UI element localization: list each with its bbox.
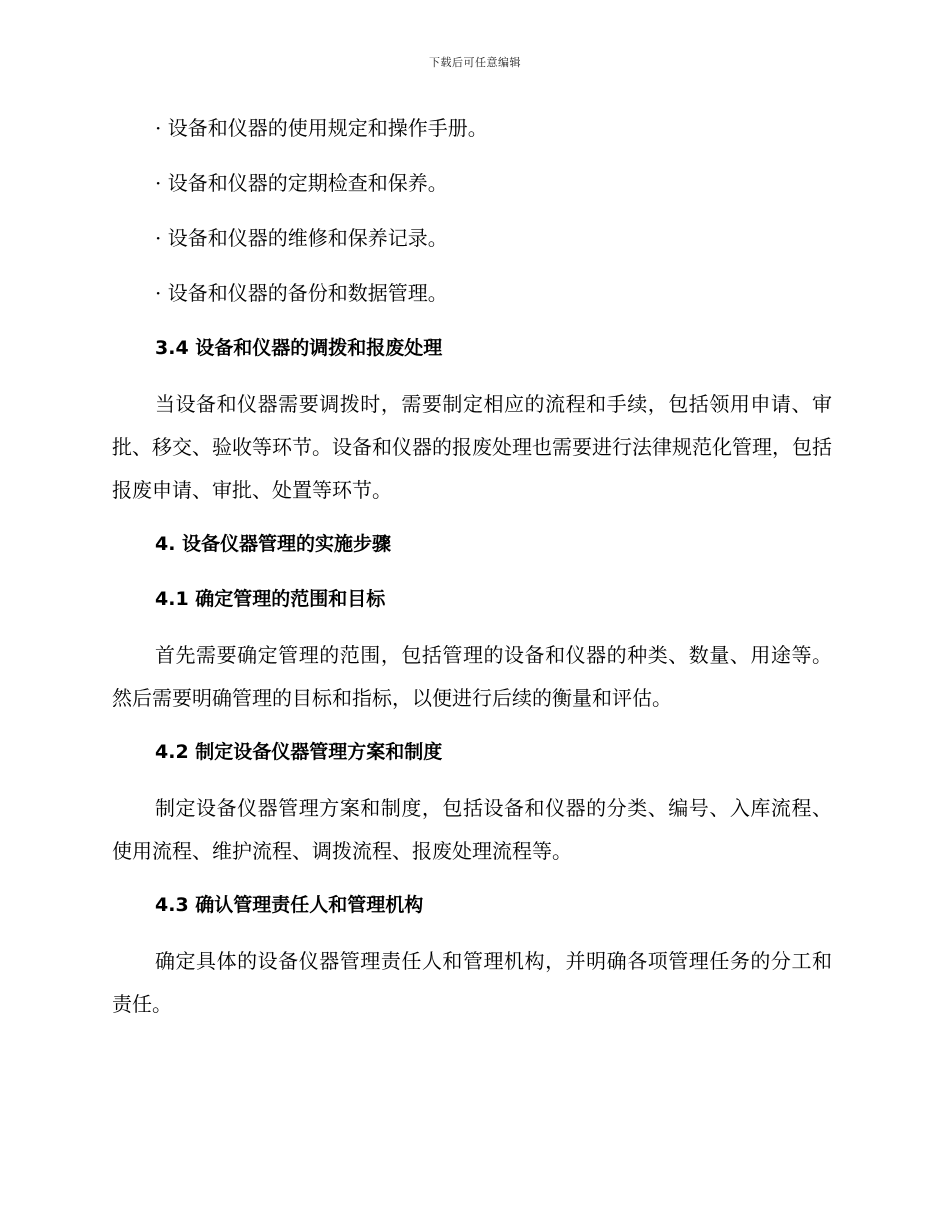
section-paragraph-4-1: 首先需要确定管理的范围，包括管理的设备和仪器的种类、数量、用途等。然后需要明确管理的目标和指标，以便进行后续的衡量和评估。 <box>112 643 832 710</box>
section-heading-4-1: 4.1 确定管理的范围和目标 <box>155 588 386 610</box>
bullet-item: · 设备和仪器的备份和数据管理。 <box>155 281 448 305</box>
document-body <box>112 108 832 1038</box>
section-paragraph-3-4: 当设备和仪器需要调拨时，需要制定相应的流程和手续，包括领用申请、审批、移交、验收等环节。设备和仪器的报废处理也需要进行法律规范化管理，包括报废申请、审批、处置等环节。 <box>112 392 832 502</box>
bullet-item: · 设备和仪器的定期检查和保养。 <box>155 171 448 195</box>
section-heading-4: 4. 设备仪器管理的实施步骤 <box>155 533 392 555</box>
section-heading-3-4: 3.4 设备和仪器的调拨和报废处理 <box>155 337 443 359</box>
page-header: 下载后可任意编辑 <box>429 56 521 69</box>
bullet-item: · 设备和仪器的使用规定和操作手册。 <box>155 116 488 140</box>
section-heading-4-3: 4.3 确认管理责任人和管理机构 <box>155 894 424 916</box>
section-paragraph-4-3: 确定具体的设备仪器管理责任人和管理机构，并明确各项管理任务的分工和责任。 <box>112 949 832 1016</box>
bullet-item: · 设备和仪器的维修和保养记录。 <box>155 226 448 250</box>
section-paragraph-4-2: 制定设备仪器管理方案和制度，包括设备和仪器的分类、编号、入库流程、使用流程、维护流程、调拨流程、报废处理流程等。 <box>112 796 832 863</box>
section-heading-4-2: 4.2 制定设备仪器管理方案和制度 <box>155 741 443 763</box>
